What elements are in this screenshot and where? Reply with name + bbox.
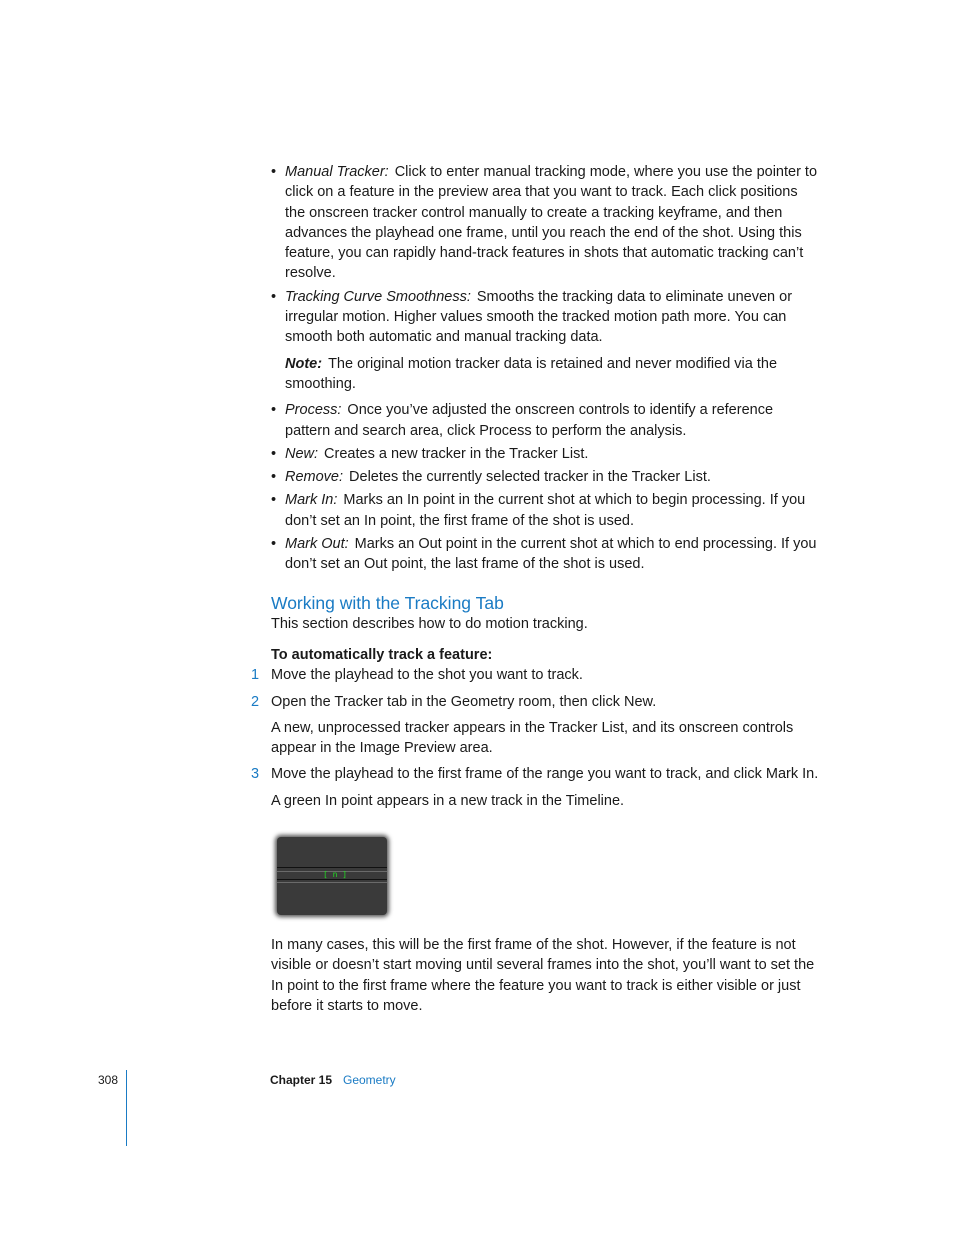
in-point-marker: [ n ] (323, 870, 348, 880)
step-number: 3 (251, 766, 260, 783)
step (251, 764, 819, 784)
footer-rule (126, 1070, 127, 1146)
procedure-title: To automatically track a feature: (271, 646, 493, 663)
step (251, 692, 819, 712)
description: Once you’ve adjusted the onscreen controls to identify a reference pattern and search area, click Process to perform the analysis. (285, 402, 774, 439)
description: Marks an Out point in the current shot at which to end processing. If you don’t set an Out point, the last frame of the shot is used. (285, 536, 817, 573)
note (271, 354, 819, 395)
note-text: The original motion tracker data is retained and never modified via the smoothing. (285, 355, 778, 392)
term: Remove: (285, 469, 344, 486)
list-item (271, 287, 819, 348)
list-item (271, 162, 819, 284)
step-result: A green In point appears in a new track in the Timeline. (271, 792, 625, 809)
description: Creates a new tracker in the Tracker List. (324, 445, 589, 462)
description: Deletes the currently selected tracker in the Tracker List. (349, 469, 711, 486)
track-divider (277, 879, 387, 880)
term: Mark In: (285, 492, 338, 509)
step-number: 2 (251, 693, 260, 710)
note-label: Note: (285, 355, 323, 372)
track-divider (277, 867, 387, 868)
section-heading: Working with the Tracking Tab (271, 592, 504, 613)
closing-paragraph: In many cases, this will be the first frame of the shot. However, if the feature is not visible or doesn’t start moving until several frames into the shot, you’ll want to set the In point to the first frame where the feature you want to track is either visible or just before it starts to move. (271, 937, 815, 1014)
step-number: 1 (251, 667, 260, 684)
page-number: 308 (98, 1073, 119, 1087)
description: Smooths the tracking data to eliminate uneven or irregular motion. Higher values smooth the tracked motion path more. You can smooth both automatic and manual tracking data. (285, 288, 793, 346)
term: Process: (285, 402, 342, 419)
chapter-label: Chapter 15 (270, 1073, 333, 1087)
step-text: Move the playhead to the first frame of the range you want to track, and click Mark In. (271, 766, 819, 783)
list-item (271, 534, 819, 575)
term: Manual Tracker: (285, 164, 389, 180)
timeline-figure (275, 835, 389, 917)
list-item (271, 467, 819, 487)
step (251, 665, 819, 685)
step-result: A new, unprocessed tracker appears in the Tracker List, and its onscreen controls appear in the Image Preview area. (271, 719, 794, 757)
step-text: Move the playhead to the shot you want to track. (271, 667, 583, 684)
term: New: (285, 445, 319, 462)
description: Click to enter manual tracking mode, where you use the pointer to click on a feature in the preview area that you want to track. Each click positions the onscreen tracker control manually to create a tracking keyframe, and then advances the playhead one frame, until you reach the end of the shot. Using this feature, you can rapidly hand-track features in shots that automatic tracking can’t resolve. (285, 164, 818, 282)
step-text: Open the Tracker tab in the Geometry room, then click New. (271, 693, 657, 710)
list-item (271, 490, 819, 531)
term: Tracking Curve Smoothness: (285, 288, 471, 305)
term: Mark Out: (285, 536, 349, 553)
timeline-track-image (277, 837, 387, 915)
section-intro: This section describes how to do motion tracking. (271, 615, 588, 632)
track-divider (277, 882, 387, 883)
list-item (271, 400, 819, 441)
description: Marks an In point in the current shot at which to begin processing. If you don’t set an In point, the first frame of the shot is used. (285, 492, 806, 529)
chapter-name: Geometry (343, 1073, 396, 1087)
list-item (271, 444, 819, 464)
page-body (251, 162, 819, 1016)
page-footer (0, 1070, 954, 1150)
